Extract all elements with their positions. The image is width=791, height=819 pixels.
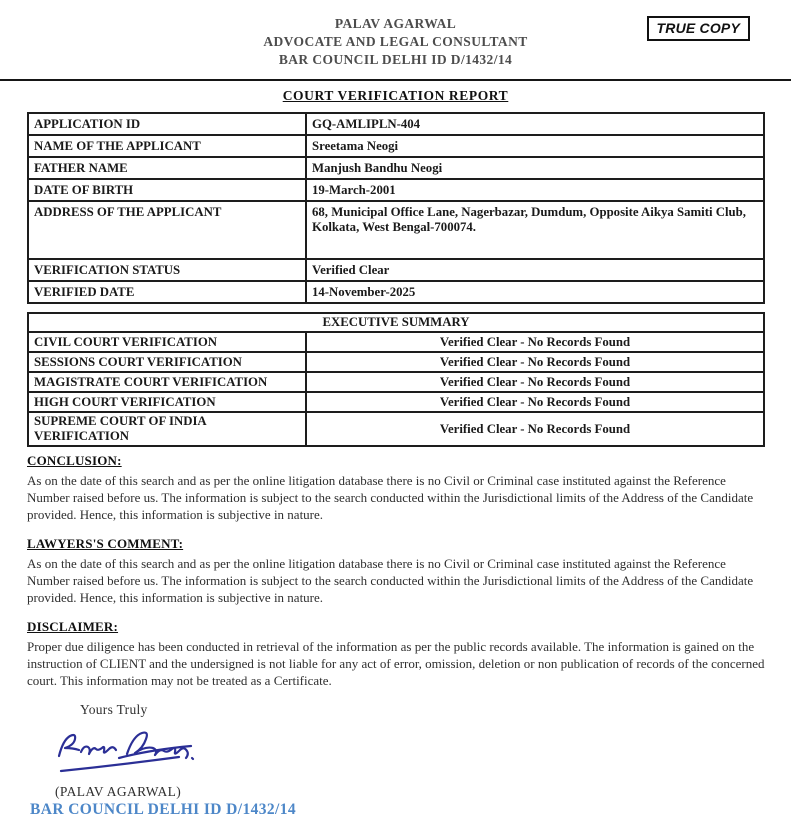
lawyers-comment-section — [27, 536, 765, 606]
report-sections — [27, 453, 765, 689]
row-label: DATE OF BIRTH — [28, 179, 306, 201]
row-value: Verified Clear - No Records Found — [306, 352, 764, 372]
true-copy-stamp: TRUE COPY — [647, 16, 750, 41]
row-label: CIVIL COURT VERIFICATION — [28, 332, 306, 352]
table-row — [28, 412, 764, 446]
row-label: MAGISTRATE COURT VERIFICATION — [28, 372, 306, 392]
table-row — [28, 113, 764, 135]
disclaimer-section — [27, 619, 765, 689]
row-value: 19-March-2001 — [306, 179, 764, 201]
row-label: NAME OF THE APPLICANT — [28, 135, 306, 157]
row-label: VERIFICATION STATUS — [28, 259, 306, 281]
row-value: 68, Municipal Office Lane, Nagerbazar, Dumdum, Opposite Aikya Samiti Club, Kolkata, West Bengal-700074. — [306, 201, 764, 259]
bar-council-id: BAR COUNCIL DELHI ID D/1432/14 — [30, 801, 297, 818]
lawyers-comment-heading: LAWYERS'S COMMENT: — [27, 536, 184, 551]
row-value: 14-November-2025 — [306, 281, 764, 303]
conclusion-body: As on the date of this search and as per the online litigation database there is no Civil or Criminal case instituted against the Reference Number raised before us. The information is subject to the search conducted within the Jurisdictional limits of the Address of the Candidate provided. Hence, this information is subjective in nature. — [27, 473, 754, 522]
signatory-name: (PALAV AGARWAL) — [55, 784, 182, 799]
row-label: VERIFIED DATE — [28, 281, 306, 303]
row-value: Manjush Bandhu Neogi — [306, 157, 764, 179]
advocate-bar-id: BAR COUNCIL DELHI ID D/1432/14 — [278, 52, 513, 67]
advocate-designation: ADVOCATE AND LEGAL CONSULTANT — [263, 34, 528, 49]
row-label: SUPREME COURT OF INDIA VERIFICATION — [28, 412, 306, 446]
row-value: GQ-AMLIPLN-404 — [306, 113, 764, 135]
row-value: Verified Clear - No Records Found — [306, 412, 764, 446]
disclaimer-heading: DISCLAIMER: — [27, 619, 119, 634]
page-title: COURT VERIFICATION REPORT — [282, 88, 509, 103]
row-label: FATHER NAME — [28, 157, 306, 179]
table-row — [28, 281, 764, 303]
row-value: Verified Clear - No Records Found — [306, 372, 764, 392]
table-row — [28, 372, 764, 392]
table-row — [28, 332, 764, 352]
row-label: HIGH COURT VERIFICATION — [28, 392, 306, 412]
row-value: Verified Clear — [306, 259, 764, 281]
row-value: Sreetama Neogi — [306, 135, 764, 157]
row-label: ADDRESS OF THE APPLICANT — [28, 201, 306, 259]
table-row — [28, 259, 764, 281]
advocate-name: PALAV AGARWAL — [334, 16, 457, 31]
lawyers-comment-body: As on the date of this search and as per the online litigation database there is no Civil or Criminal case instituted against the Reference Number raised before us. The information is subject to the search conducted within the Jurisdictional limits of the Address of the Candidate provided. Hence, this information is subjective in nature. — [27, 556, 754, 605]
disclaimer-body: Proper due diligence has been conducted in retrieval of the information as per the public records available. The information is gained on the instruction of CLIENT and the undersigned is not liable for any act of error, omission, deletion or non publication of records of the concerned court. This information may not be treated as a Certificate. — [27, 639, 765, 688]
closing-text: Yours Truly — [80, 702, 148, 717]
applicant-details-table — [27, 112, 765, 304]
table-row — [28, 352, 764, 372]
row-label: SESSIONS COURT VERIFICATION — [28, 352, 306, 372]
table-row — [28, 135, 764, 157]
table-row — [28, 157, 764, 179]
conclusion-heading: CONCLUSION: — [27, 453, 122, 468]
header-divider — [0, 79, 791, 81]
table-row — [28, 201, 764, 259]
conclusion-section — [27, 453, 765, 523]
table-row — [28, 179, 764, 201]
executive-summary-table — [27, 312, 765, 447]
row-label: APPLICATION ID — [28, 113, 306, 135]
row-value: Verified Clear - No Records Found — [306, 332, 764, 352]
table-row — [28, 392, 764, 412]
signoff-block — [27, 702, 791, 819]
row-value: Verified Clear - No Records Found — [306, 392, 764, 412]
executive-summary-title: EXECUTIVE SUMMARY — [28, 313, 764, 332]
handwritten-signature-icon — [49, 724, 219, 782]
table-header-row — [28, 313, 764, 332]
